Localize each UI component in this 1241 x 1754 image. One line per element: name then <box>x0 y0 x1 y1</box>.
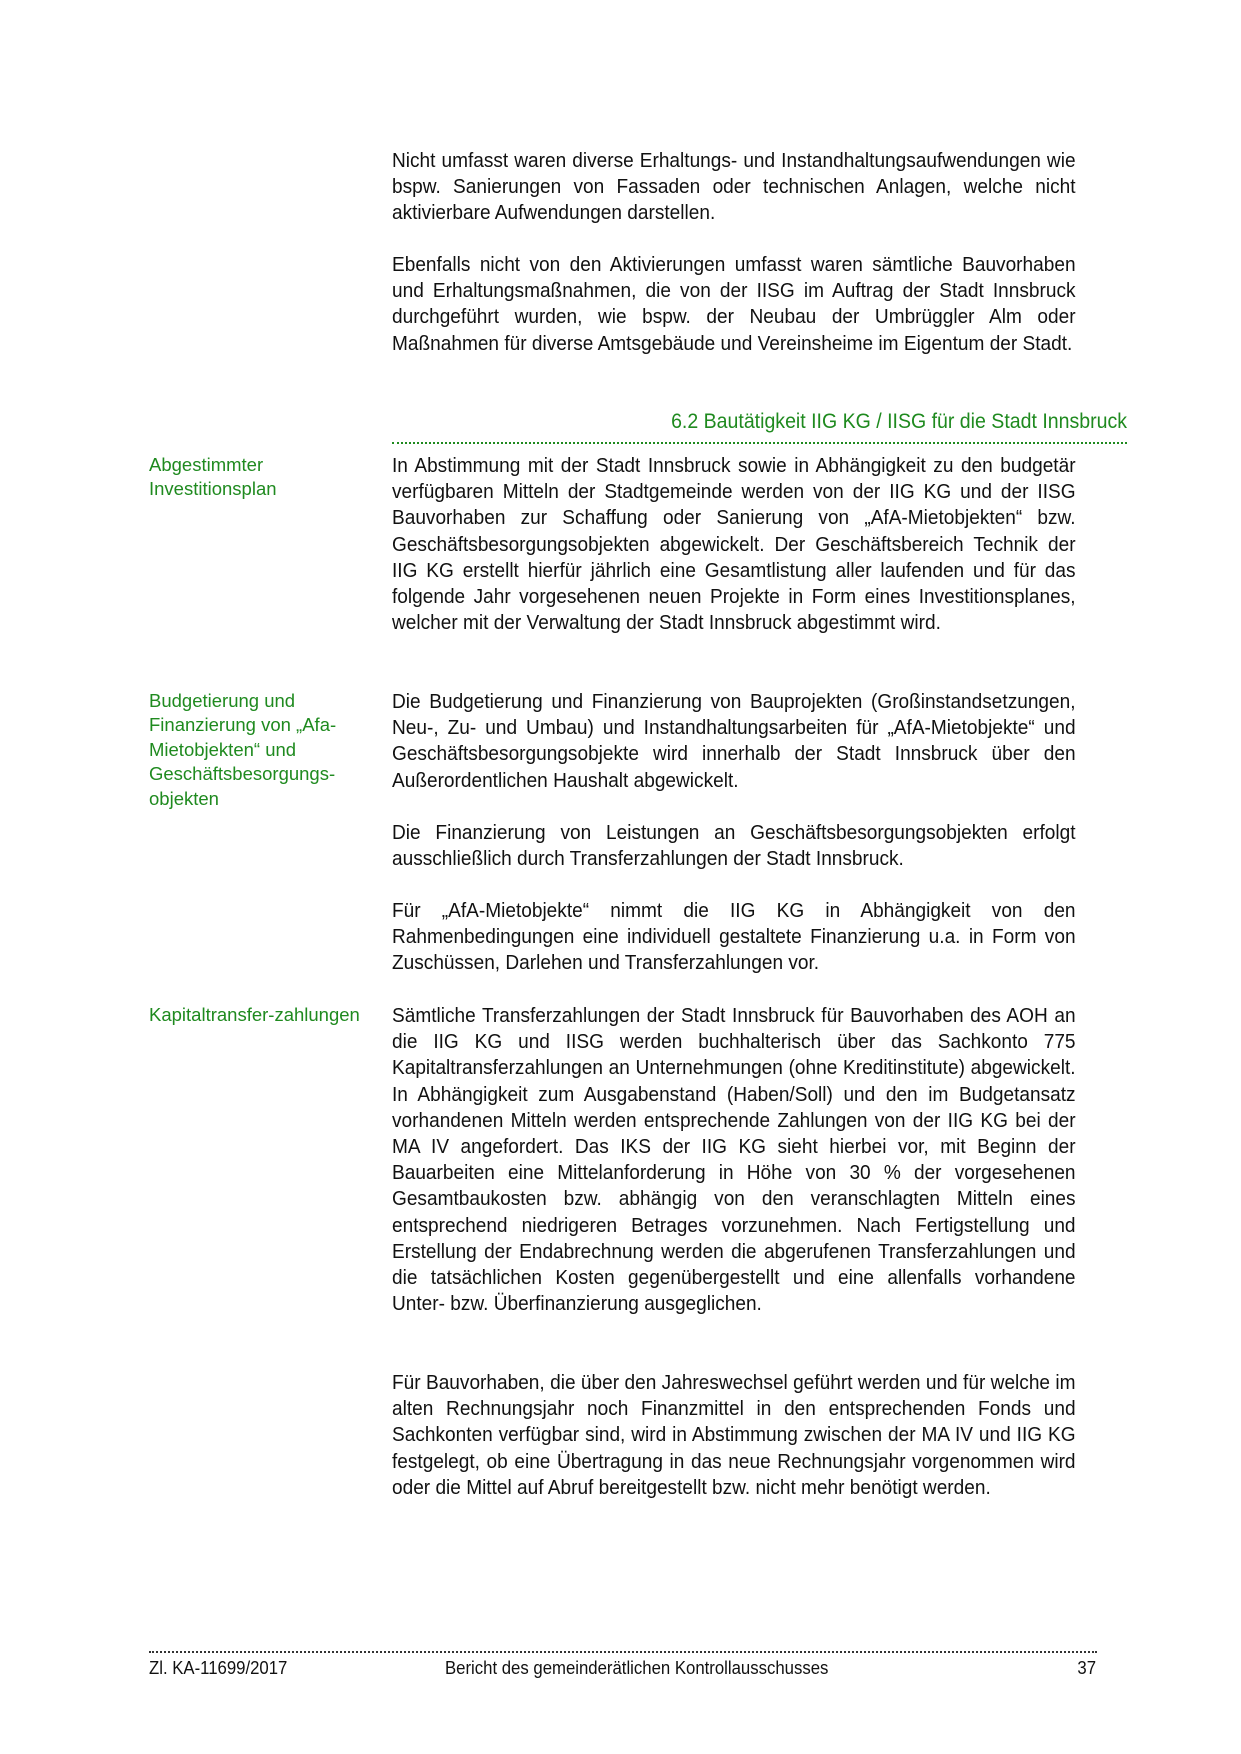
heading-divider <box>392 442 1127 444</box>
paragraph-jahreswechsel <box>392 1370 1076 1501</box>
paragraph-text: Für Bauvorhaben, die über den Jahreswechsel geführt werden und für welche im alten Rechnungsjahr noch Finanzmittel in den entsprechenden Fonds und Sachkonten verfügbar sind, wird in Abstimmung zwischen der MA IV und IIG KG festgelegt, ob eine Übertragung in das neue Rechnungsjahr vorgenommen wird oder die Mittel auf Abruf bereitgestellt bzw. nicht mehr benötigt werden. <box>392 1371 1076 1499</box>
paragraph-text: Die Finanzierung von Leistungen an Geschäftsbesorgungsobjekten erfolgt ausschließlich durch Transferzahlungen der Stadt Innsbruck. <box>392 821 1076 871</box>
paragraph-budgetierung <box>392 689 1076 794</box>
paragraph-text: Nicht umfasst waren diverse Erhaltungs- und Instandhaltungsaufwendungen wie bspw. Sanierungen von Fassaden oder technischen Anlagen, welche nicht aktivierbare Aufwendungen darstellen. <box>392 149 1076 225</box>
paragraph-text: Sämtliche Transferzahlungen der Stadt Innsbruck für Bauvorhaben des AOH an die IIG KG und IISG werden buchhalterisch über das Sachkonto 775 Kapitaltransferzahlungen an Unternehmungen (ohne Kreditinstitute) abgewickelt. In Abhängigkeit zum Ausgabenstand (Haben/Soll) und den im Budgetansatz vorhandenen Mitteln werden entsprechende Zahlungen von der IIG KG bei der MA IV angefordert. Das IKS der IIG KG sieht hierbei vor, mit Beginn der Bauarbeiten eine Mittelanforderung in Höhe von 30 % der vorgesehenen Gesamtbaukosten bzw. abhängig von den veranschlagten Mitteln eines entsprechend niedrigeren Betrages vorzunehmen. Nach Fertigstellung und Erstellung der Endabrechnung werden die abgerufenen Transferzahlungen und die tatsächlichen Kosten gegenübergestellt und eine allenfalls vorhandene Unter- bzw. Überfinanzierung ausgeglichen. <box>392 1004 1076 1316</box>
section-heading: 6.2 Bautätigkeit IIG KG / IISG für die Stadt Innsbruck <box>671 410 1127 433</box>
paragraph-kapitaltransfer <box>392 1003 1076 1317</box>
footer-divider <box>149 1651 1097 1653</box>
page-number: 37 <box>1077 1658 1096 1678</box>
intro-paragraph-1 <box>392 148 1076 227</box>
paragraph-text: Ebenfalls nicht von den Aktivierungen umfasst waren sämtliche Bauvorhaben und Erhaltungsmaßnahmen, die von der IISG im Auftrag der Stadt Innsbruck durchgeführt wurden, wie bspw. der Neubau der Umbrüggler Alm oder Maßnahmen für diverse Amtsgebäude und Vereinsheime im Eigentum der Stadt. <box>392 253 1076 355</box>
footer-reference: Zl. KA-11699/2017 <box>149 1658 288 1678</box>
paragraph-text: Die Budgetierung und Finanzierung von Bauprojekten (Großinstandsetzungen, Neu-, Zu- und Umbau) und Instandhaltungsarbeiten für „AfA-Mietobjekte“ und Geschäftsbesorgungsobjekte wird innerhalb der Stadt Innsbruck über den Außerordentlichen Haushalt abgewickelt. <box>392 690 1076 792</box>
paragraph-investitionsplan <box>392 453 1076 636</box>
paragraph-finanzierung-gbo <box>392 820 1076 872</box>
margin-note-budgetierung: Budgetierung und Finanzierung von „Afa-Mietobjekten“ und Geschäftsbesorgungs-objekten <box>149 690 337 809</box>
margin-note-kapitaltransfer: Kapitaltransfer-zahlungen <box>149 1004 360 1025</box>
footer-title: Bericht des gemeinderätlichen Kontrollausschusses <box>445 1658 829 1678</box>
paragraph-afa-mietobjekte <box>392 898 1076 977</box>
paragraph-text: Für „AfA-Mietobjekte“ nimmt die IIG KG in Abhängigkeit von den Rahmenbedingungen eine individuell gestaltete Finanzierung u.a. in Form von Zuschüssen, Darlehen und Transferzahlungen vor. <box>392 899 1076 975</box>
intro-paragraph-2 <box>392 252 1076 357</box>
paragraph-text: In Abstimmung mit der Stadt Innsbruck sowie in Abhängigkeit zu den budgetär verfügbaren Mitteln der Stadtgemeinde werden von der IIG KG und der IISG Bauvorhaben zur Schaffung oder Sanierung von „AfA-Mietobjekten“ bzw. Geschäftsbesorgungsobjekten abgewickelt. Der Geschäftsbereich Technik der IIG KG erstellt hierfür jährlich eine Gesamtlistung aller laufenden und für das folgende Jahr vorgesehenen neuen Projekte in Form eines Investitionsplanes, welcher mit der Verwaltung der Stadt Innsbruck abgestimmt wird. <box>392 454 1076 635</box>
margin-note-investitionsplan: Abgestimmter Investitionsplan <box>149 454 277 500</box>
